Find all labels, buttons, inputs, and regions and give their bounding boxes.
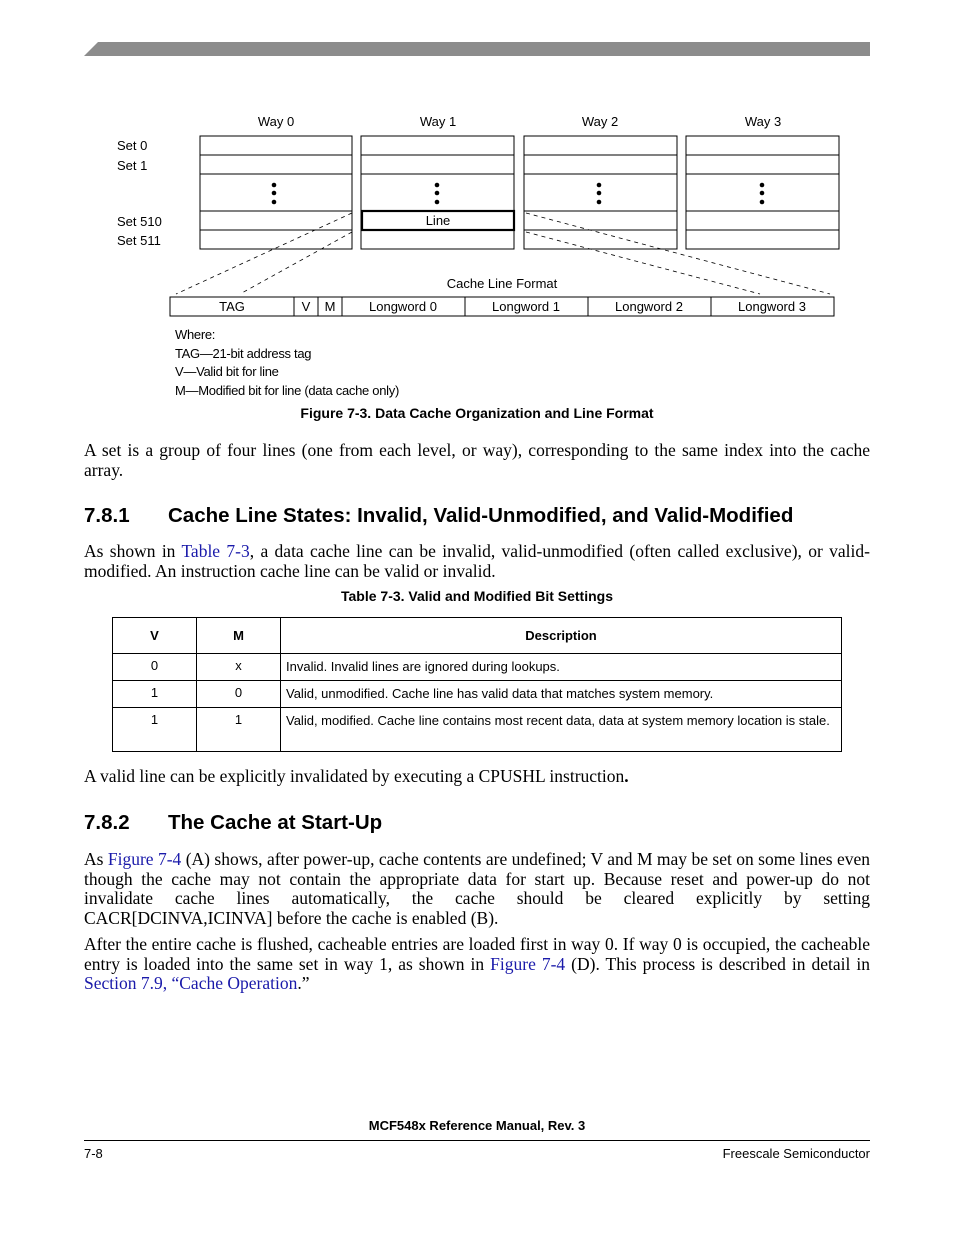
set-label: Set 510 <box>117 214 162 229</box>
table-header-row <box>113 618 842 654</box>
company-name: Freescale Semiconductor <box>722 1146 870 1161</box>
legend-line: Where: <box>175 327 216 342</box>
table-header: V <box>113 618 197 654</box>
table-cell: 0 <box>197 681 281 708</box>
set-label: Set 511 <box>117 233 161 248</box>
format-field: Longword 0 <box>369 299 437 314</box>
way-label: Way 1 <box>419 114 457 129</box>
text: As shown in <box>84 541 182 561</box>
legend-line: TAG—21-bit address tag <box>175 345 312 361</box>
figure-7-4-link[interactable]: Figure 7-4 <box>107 849 182 869</box>
way-label: Way 0 <box>257 114 295 129</box>
format-field: Longword 2 <box>615 299 683 314</box>
legend-line: V—Valid bit for line <box>175 364 279 379</box>
table-cell: x <box>197 654 281 681</box>
section-heading-7-8-1 <box>84 504 793 528</box>
table-cell: Valid, modified. Cache line contains most recent data, data at system memory location is stale. <box>281 708 842 752</box>
table-cell: Valid, unmodified. Cache line has valid data that matches system memory. <box>281 681 842 708</box>
footer-divider <box>84 1140 870 1141</box>
format-title: Cache Line Format <box>446 276 558 291</box>
text: . <box>624 766 629 786</box>
table-cell: 0 <box>113 654 197 681</box>
text: (D). This process is described in detail in <box>565 953 870 974</box>
legend-line: M—Modified bit for line (data cache only) <box>175 382 399 398</box>
ellipsis-dots <box>272 183 765 205</box>
format-field: Longword 1 <box>492 299 560 314</box>
table-caption: Table 7-3. Valid and Modified Bit Settings <box>341 588 613 604</box>
valid-modified-bits-table <box>112 617 842 752</box>
table-cell: 1 <box>197 708 281 752</box>
section-number: 7.8.2 <box>84 811 130 834</box>
table-row <box>113 708 842 752</box>
page-number: 7-8 <box>84 1146 103 1161</box>
text: A valid line can be explicitly invalidated by executing a CPUSHL instruction <box>84 766 625 786</box>
format-field: Longword 3 <box>738 299 806 314</box>
figure-legend <box>175 326 399 400</box>
set-label: Set 0 <box>117 138 148 153</box>
format-field: TAG <box>219 299 245 314</box>
text: After the entire cache is flushed, cacheable entries are loaded first in way 0. If way 0 is occupied, the cacheable entry is loaded into the same set in way 1, as shown in <box>84 934 870 974</box>
way-label: Way 2 <box>581 114 619 129</box>
paragraph-set-definition: A set is a group of four lines (one from each level, or way), corresponding to the same index into the cache array. <box>84 440 870 480</box>
text: , a data cache line can be invalid, valid-unmodified (often called exclusive), or valid-modified. An instruction cache line can be valid or invalid. <box>84 541 870 581</box>
section-heading-7-8-2 <box>84 811 382 835</box>
way-label: Way 3 <box>744 114 782 129</box>
paragraph-cache-line-states <box>84 542 870 581</box>
cache-organization-diagram <box>0 100 954 410</box>
paragraph-startup <box>84 850 870 928</box>
section-7-9-link[interactable]: Section 7.9, “Cache Operation <box>84 973 298 993</box>
table-cell: 1 <box>113 681 197 708</box>
text: As <box>84 849 108 869</box>
table-7-3-link[interactable]: Table 7-3 <box>181 541 250 561</box>
table-header: M <box>197 618 281 654</box>
set-label: Set 1 <box>117 158 148 173</box>
paragraph-flush <box>84 935 870 994</box>
section-number: 7.8.1 <box>84 504 130 527</box>
section-title: Cache Line States: Invalid, Valid-Unmodified, and Valid-Modified <box>168 504 794 527</box>
line-label: Line <box>425 213 451 228</box>
table-header: Description <box>281 618 842 654</box>
text: .” <box>297 973 310 993</box>
table-cell: 1 <box>113 708 197 752</box>
table-cell: Invalid. Invalid lines are ignored during lookups. <box>281 654 842 681</box>
figure-7-4-link[interactable]: Figure 7-4 <box>490 953 566 974</box>
footer-title: MCF548x Reference Manual, Rev. 3 <box>368 1118 586 1133</box>
text: (A) shows, after power-up, cache contents are undefined; V and M may be set on some lines even though the cache may not contain the appropriate data for start up. Because reset and power-up do not invalidate cache lines automatically, the cache should be cleared explicitly by setting CACR[DCINVA,ICINVA] before the cache is enabled (B). <box>84 849 870 928</box>
header-bar <box>84 42 870 56</box>
table-row <box>113 681 842 708</box>
format-field: M <box>324 299 336 314</box>
format-field: V <box>301 299 311 314</box>
table-row <box>113 654 842 681</box>
section-title: The Cache at Start-Up <box>168 811 383 834</box>
figure-caption: Figure 7-3. Data Cache Organization and Line Format <box>300 405 654 421</box>
paragraph-cpushl <box>84 767 870 787</box>
